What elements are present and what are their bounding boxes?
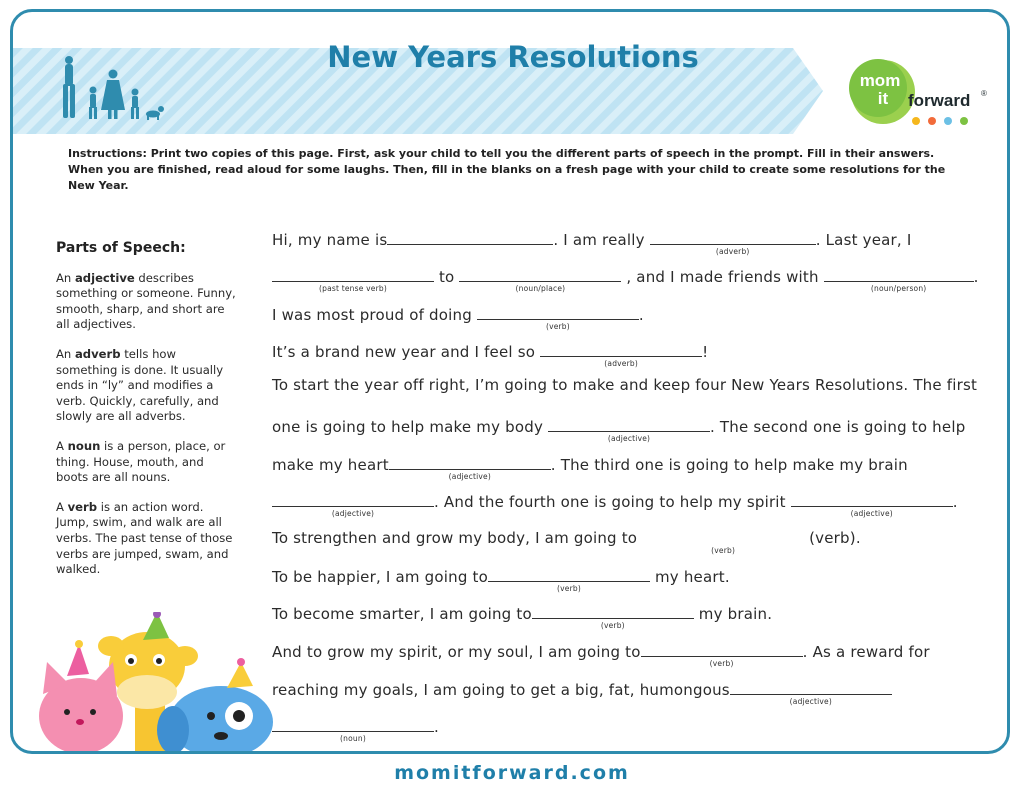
adjective-blank-spirit[interactable]: (adjective) [791, 488, 953, 507]
name-blank[interactable] [387, 226, 553, 245]
adverb-definition: An adverb tells how something is done. It usually ends in “ly” and modifies a verb. Quickly, carefully, and slowly are all adverbs. [56, 346, 224, 424]
logo-mom-text: mom [859, 71, 901, 90]
instructions-text: Instructions: Print two copies of this page. First, ask your child to tell you the different parts of speech in the prompt. Fill in their answers. When you are finished, read aloud for some laughs. Then, fill in the blanks on a fresh page with your child to create some resolutions for the New Year. [68, 147, 946, 192]
adverb-blank[interactable]: (adverb) [650, 226, 816, 245]
page-title: New Years Resolutions [327, 40, 699, 74]
story-line-8: (adjective) . And the fourth one is going to help my spirit (adjective) . [272, 488, 958, 511]
noun-definition: A noun is a person, place, or thing. House, mouth, and boots are all nouns. [56, 438, 226, 485]
verb-blank-heart[interactable]: (verb) [488, 563, 650, 582]
adjective-blank-brain[interactable]: (adjective) [272, 488, 434, 507]
verb-definition: A verb is an action word. Jump, swim, and walk are all verbs. The past tense of those verbs are jumped, swam, and walked. [56, 499, 233, 577]
verb-blank-spirit[interactable]: (verb) [641, 638, 803, 657]
verb-blank-body[interactable]: (verb) [711, 546, 736, 555]
story-line-2: (past tense verb) to (noun/place) , and I made friends with (noun/person) . [272, 263, 979, 286]
logo-registered-mark: ® [981, 89, 987, 98]
story-line-13: reaching my goals, I am going to get a big, fat, humongous (adjective) [272, 676, 892, 699]
story-line-12: And to grow my spirit, or my soul, I am going to (verb) . As a reward for [272, 638, 930, 661]
parts-of-speech-heading: Parts of Speech: [56, 240, 186, 256]
story-line-1: Hi, my name is . I am really (adverb) . Last year, I [272, 226, 911, 249]
story-line-5: To start the year off right, I’m going to make and keep four New Years Resolutions. The first [272, 376, 978, 394]
story-line-4: It’s a brand new year and I feel so (adverb) ! [272, 338, 708, 361]
parts-of-speech-panel [56, 241, 236, 592]
verb-blank-brain[interactable]: (verb) [532, 600, 694, 619]
story-line-14: (noun) . [272, 713, 439, 736]
noun-blank-reward[interactable]: (noun) [272, 713, 434, 732]
logo-it-text: it [877, 89, 889, 108]
verb-blank-1[interactable]: (verb) [477, 301, 639, 320]
page-frame [10, 9, 1010, 754]
party-animals-illustration [27, 612, 277, 754]
footer-website[interactable]: momitforward.com [394, 762, 630, 784]
story-line-10: To be happier, I am going to (verb) my heart. [272, 563, 730, 586]
noun-person-blank[interactable]: (noun/person) [824, 263, 974, 282]
story-line-3: I was most proud of doing (verb) . [272, 301, 644, 324]
story-line-11: To become smarter, I am going to (verb) my brain. [272, 600, 772, 623]
story-line-6: one is going to help make my body (adjective) . The second one is going to help [272, 413, 965, 436]
adjective-blank-body[interactable]: (adjective) [548, 413, 710, 432]
noun-place-blank[interactable]: (noun/place) [459, 263, 621, 282]
story-line-7: make my heart (adjective) . The third one is going to help make my brain [272, 451, 908, 474]
adjective-definition: An adjective describes something or someone. Funny, smooth, sharp, and short are all adjectives. [56, 270, 236, 332]
adjective-blank-heart[interactable]: (adjective) [389, 451, 551, 470]
mom-it-forward-logo [845, 54, 1005, 144]
logo-forward-text: forward [908, 91, 971, 110]
story-line-9: To strengthen and grow my body, I am going to (verb) (verb). [272, 525, 861, 547]
past-tense-verb-blank[interactable]: (past tense verb) [272, 263, 434, 282]
adverb-blank-2[interactable]: (adverb) [540, 338, 702, 357]
adjective-blank-reward[interactable]: (adjective) [730, 676, 892, 695]
